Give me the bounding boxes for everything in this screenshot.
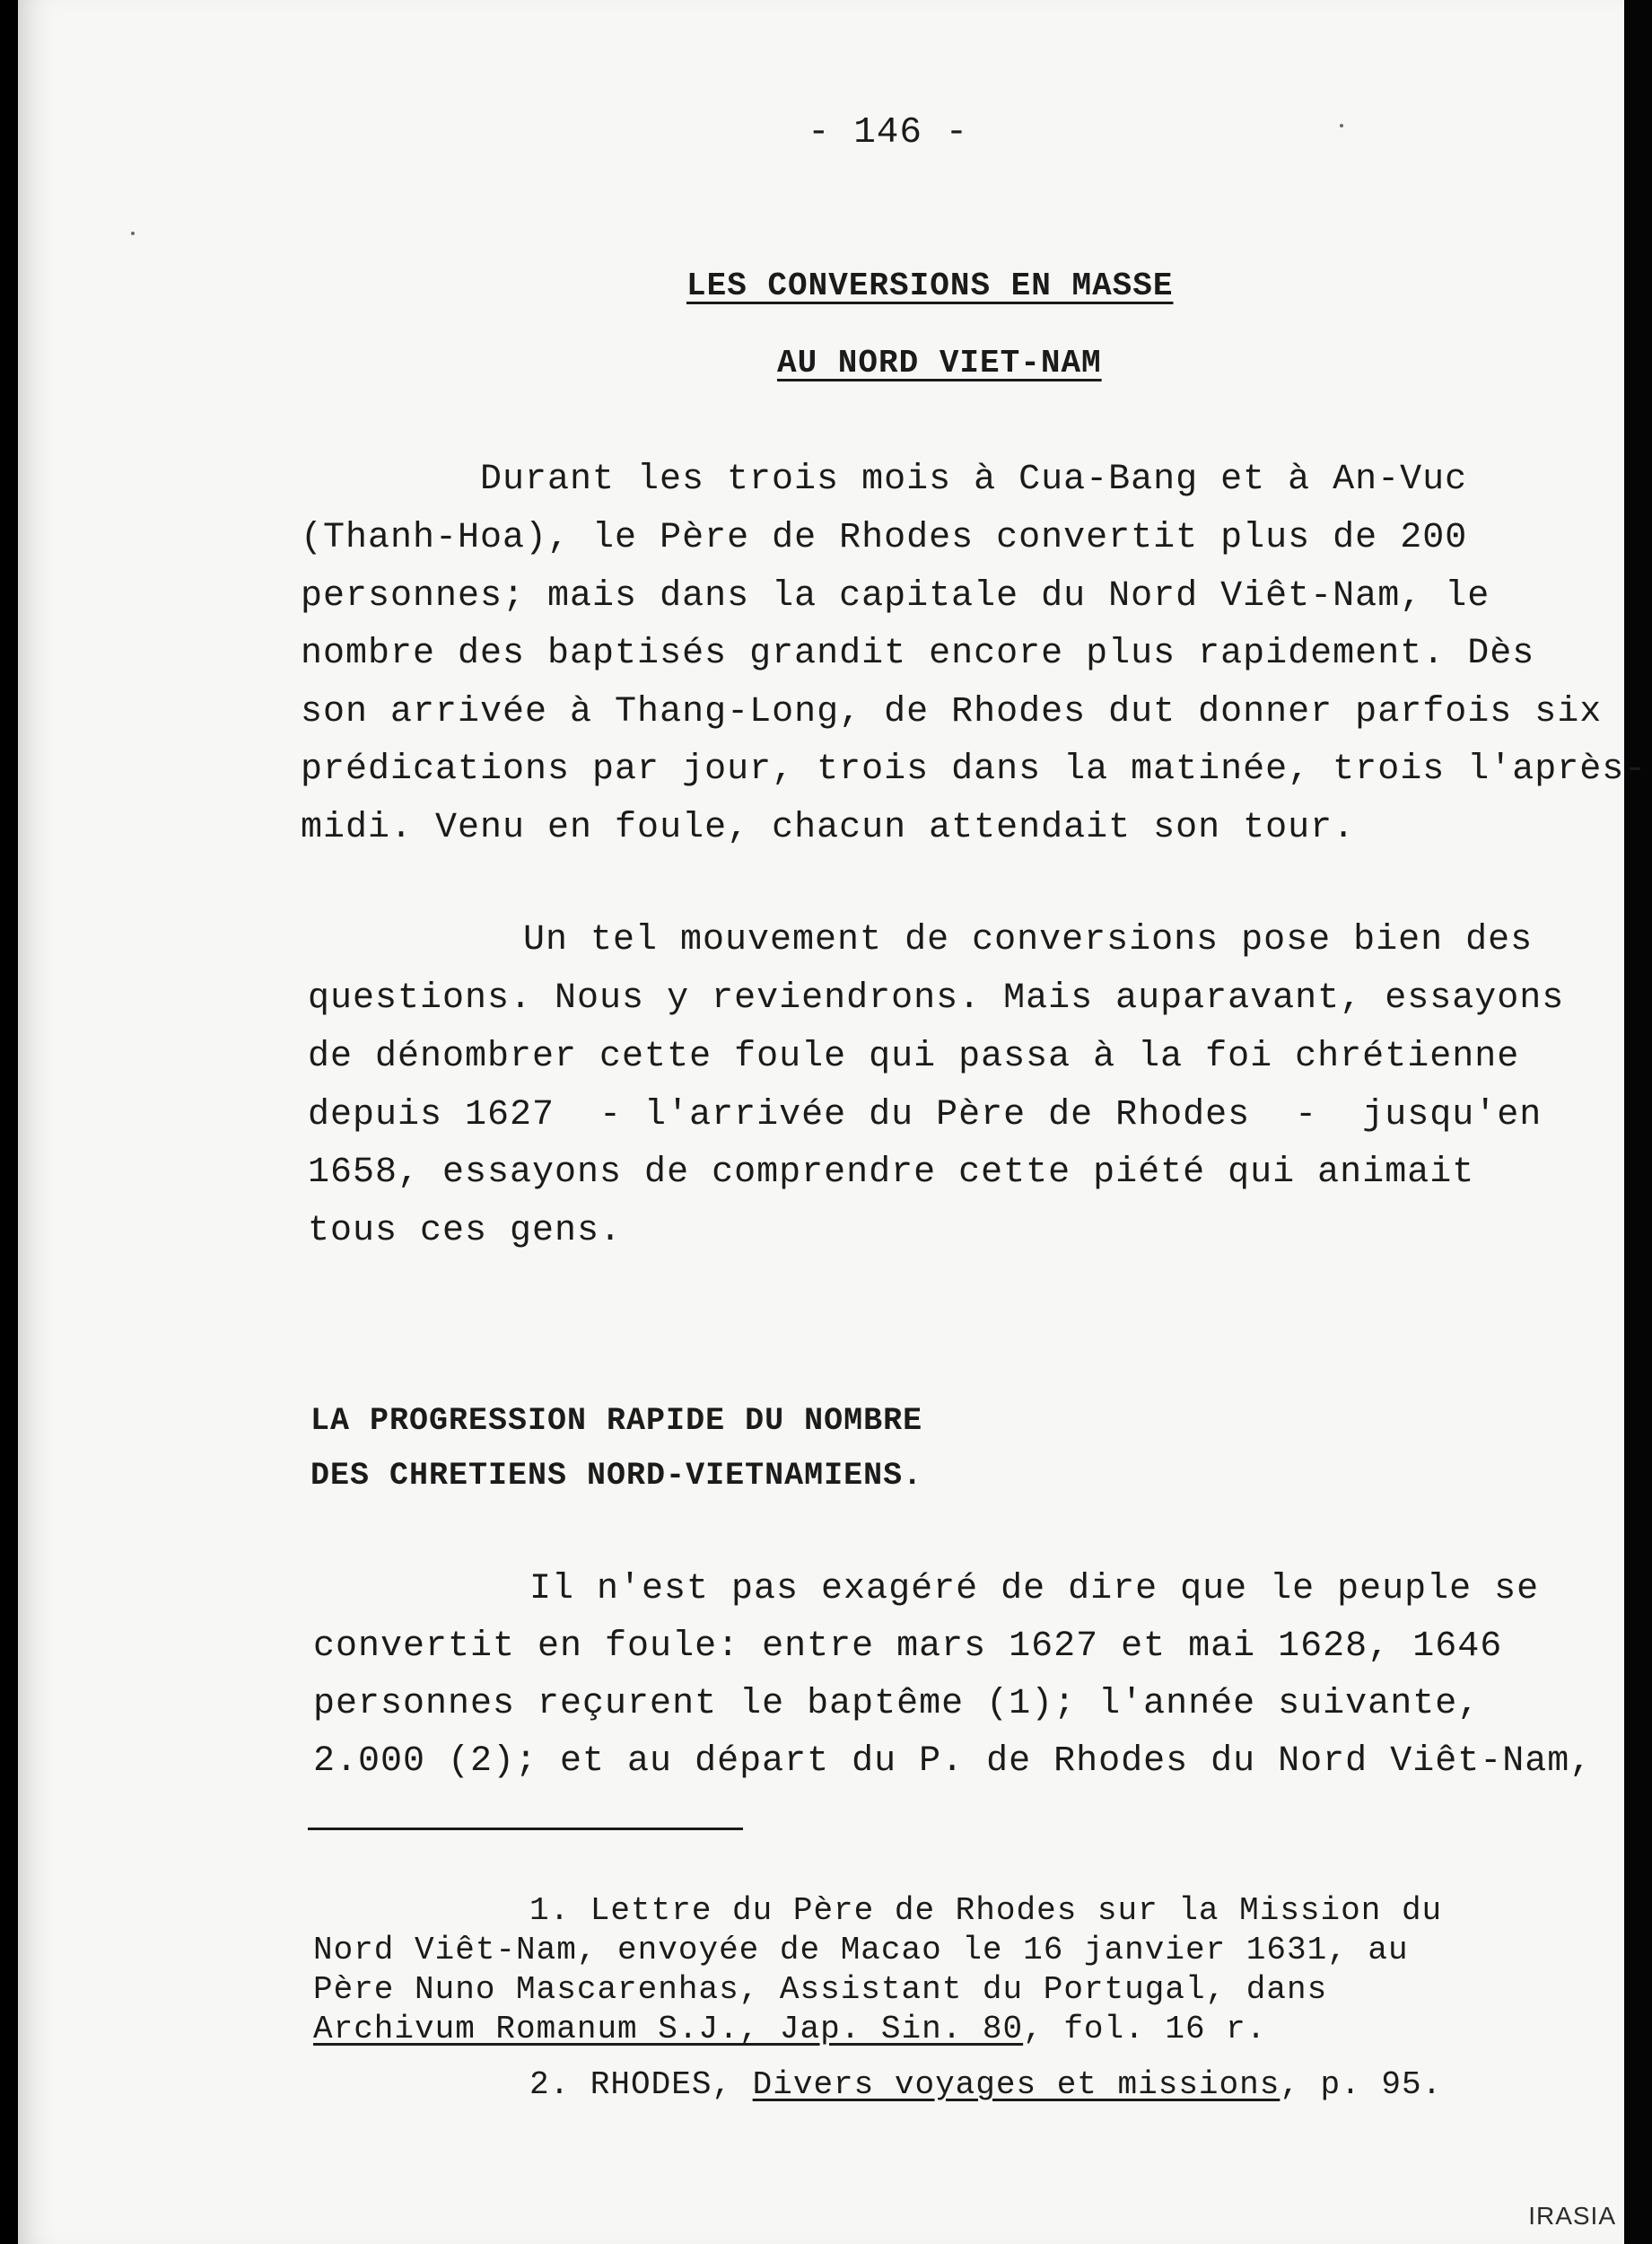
section-heading-line-2: DES CHRETIENS NORD-VIETNAMIENS. xyxy=(310,1458,923,1494)
paragraph-1-line: midi. Venu en foule, chacun attendait son tour. xyxy=(301,808,1356,848)
footnote-2-title: Divers voyages et missions xyxy=(752,2066,1281,2103)
paragraph-2-line: tous ces gens. xyxy=(308,1211,623,1251)
ink-speck xyxy=(131,232,135,235)
paragraph-3-line: personnes reçurent le baptême (1); l'année suivante, xyxy=(313,1684,1481,1724)
footnote-2-author: 2. RHODES, xyxy=(529,2066,753,2103)
paragraph-1-line: Durant les trois mois à Cua-Bang et à An-Vuc xyxy=(480,460,1468,500)
paragraph-1-line: nombre des baptisés grandit encore plus rapidement. Dès xyxy=(301,634,1535,674)
page-number: - 146 - xyxy=(808,112,969,153)
folio-citation: , fol. 16 r. xyxy=(1023,2011,1267,2047)
chapter-title-line-2: AU NORD VIET-NAM xyxy=(777,345,1102,381)
paragraph-2-line: de dénombrer cette foule qui passa à la foi chrétienne xyxy=(308,1037,1520,1077)
footnote-1-line: Nord Viêt-Nam, envoyée de Macao le 16 janvier 1631, au xyxy=(313,1932,1409,1968)
footnote-1-reference xyxy=(313,2011,1266,2047)
paragraph-1-line: personnes; mais dans la capitale du Nord Viêt-Nam, le xyxy=(301,576,1490,617)
paragraph-1-line: prédications par jour, trois dans la matinée, trois l'après- xyxy=(301,749,1648,790)
chapter-title-line-1: LES CONVERSIONS EN MASSE xyxy=(686,267,1174,304)
section-heading-line-1: LA PROGRESSION RAPIDE DU NOMBRE xyxy=(310,1403,923,1439)
paragraph-3-line: Il n'est pas exagéré de dire que le peuple se xyxy=(529,1569,1540,1609)
footnote-2-page: , p. 95. xyxy=(1280,2066,1443,2103)
footnote-2 xyxy=(529,2066,1442,2103)
paragraph-2-line: 1658, essayons de comprendre cette piété qui animait xyxy=(308,1153,1475,1193)
paragraph-3-line: 2.000 (2); et au départ du P. de Rhodes du Nord Viêt-Nam, xyxy=(313,1741,1593,1782)
scan-edge xyxy=(1624,0,1652,2244)
source-watermark: IRASIA xyxy=(1528,2202,1616,2230)
paragraph-1-line: (Thanh-Hoa), le Père de Rhodes convertit plus de 200 xyxy=(301,518,1468,558)
footnote-1-line: 1. Lettre du Père de Rhodes sur la Mission du xyxy=(529,1892,1443,1929)
paragraph-1-line: son arrivée à Thang-Long, de Rhodes dut donner parfois six xyxy=(301,692,1603,732)
archive-citation: Archivum Romanum S.J., Jap. Sin. 80 xyxy=(313,2011,1024,2047)
paragraph-2-line: questions. Nous y reviendrons. Mais auparavant, essayons xyxy=(308,978,1565,1019)
ink-speck xyxy=(1340,124,1343,127)
paragraph-2-line: depuis 1627 - l'arrivée du Père de Rhodes - jusqu'en xyxy=(308,1095,1543,1135)
paragraph-2-line: Un tel mouvement de conversions pose bien des xyxy=(523,920,1534,960)
footnote-1-line: Père Nuno Mascarenhas, Assistant du Portugal, dans xyxy=(313,1971,1328,2008)
paragraph-3-line: convertit en foule: entre mars 1627 et mai 1628, 1646 xyxy=(313,1626,1503,1667)
footnote-separator xyxy=(308,1828,743,1830)
